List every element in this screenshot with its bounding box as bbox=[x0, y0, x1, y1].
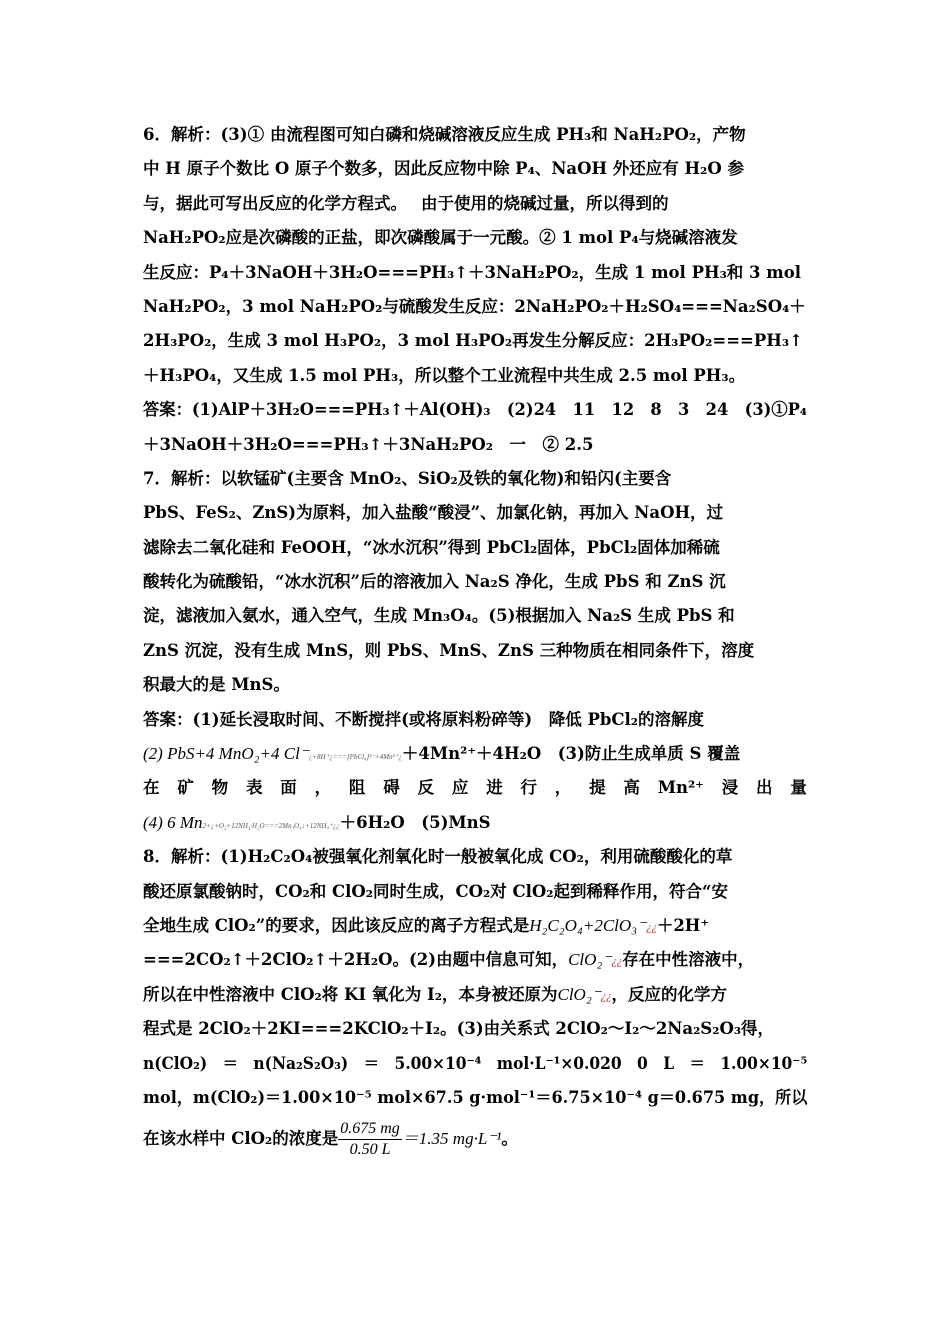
q7-line-7: 积最大的是 MnS。 bbox=[143, 675, 290, 695]
q7-line-3: 滤除去二氧化硅和 FeOOH，“冰水沉积”得到 PbCl₂固体，PbCl₂固体加稀硫 bbox=[143, 537, 720, 557]
q7-answer-line-4 bbox=[143, 806, 807, 840]
q6-line-8: ＋H₃PO₄，又生成 1.5 mol PH₃，所以整个工业流程中共生成 2.5 mol PH₃。 bbox=[143, 365, 746, 385]
document-page bbox=[143, 118, 807, 1163]
q7-line-2: PbS、FeS₂、ZnS)为原料，加入盐酸“酸浸”、加氯化钠，再加入 NaOH，过 bbox=[143, 503, 724, 523]
q7-a3-char: 浸 bbox=[721, 778, 739, 798]
q7-line-5: 淀，滤液加入氨水，通入空气，生成 Mn₃O₄。(5)根据加入 Na₂S 生成 PbS 和 bbox=[143, 606, 735, 626]
q8-line-8: mol，m(ClO₂)＝1.00×10⁻⁵ mol×67.5 g·mol⁻¹＝6.75×10⁻⁴ g＝0.675 mg，所以 bbox=[143, 1087, 808, 1107]
q6-line-6: NaH₂PO₂，3 mol NaH₂PO₂与硫酸发生反应：2NaH₂PO₂＋H₂SO₄===Na₂SO₄＋ bbox=[143, 296, 806, 316]
q6-line-7: 2H₃PO₂，生成 3 mol H₃PO₂，3 mol H₃PO₂再发生分解反应：2H₃PO₂===PH₃↑ bbox=[143, 331, 803, 351]
q8-line-3-text: 全地生成 ClO₂”的要求，因此该反应的离子方程式是 bbox=[143, 915, 530, 935]
q7-answer-line-2 bbox=[143, 737, 807, 771]
q8-line-2: 酸还原氯酸钠时，CO₂和 ClO₂同时生成，CO₂对 ClO₂起到稀释作用，符合“安 bbox=[143, 881, 728, 901]
q6-line-3: 与，据此可写出反应的化学方程式。 由于使用的烧碱过量，所以得到的 bbox=[143, 193, 669, 213]
q7-a3-char: ， bbox=[314, 778, 332, 798]
equation-pbs-mno2: (2) PbS+4 MnO₂+4 Cl⁻ bbox=[143, 744, 309, 764]
equation-chlorite-ion: ClO₂⁻ bbox=[557, 984, 601, 1004]
q7-a3-char: 矿 bbox=[177, 778, 194, 798]
q7-answer-4-rest: ＋6H₂O (5)MnS bbox=[339, 812, 491, 832]
q6-answer-line-2: ＋3NaOH＋3H₂O===PH₃↑＋3NaH₂PO₂ 一 ② 2.5 bbox=[143, 434, 594, 454]
q8-line-4-text: ===2CO₂↑＋2ClO₂↑＋2H₂O。(2)由题中信息可知， bbox=[143, 950, 569, 970]
q7-a3-char: 物 bbox=[211, 778, 229, 798]
q7-a3-char: 在 bbox=[143, 778, 160, 798]
q8-line-5 bbox=[143, 978, 807, 1012]
q7-line-4: 酸转化为硫酸铅，“冰水沉积”后的溶液加入 Na₂S 净化，生成 PbS 和 ZnS 沉 bbox=[143, 572, 726, 592]
q8-line-9-end: 。 bbox=[501, 1129, 518, 1149]
fraction-numerator: 0.675 mg bbox=[338, 1119, 402, 1140]
q7-a3-char: 表 bbox=[245, 778, 263, 798]
q6-line-2: 中 H 原子个数比 O 原子个数多，因此反应物中除 P₄、NaOH 外还应有 H₂O 参 bbox=[143, 159, 744, 179]
q6-line-1: 6．解析：(3)① 由流程图可知白磷和烧碱溶液反应生成 PH₃和 NaH₂PO₂，产物 bbox=[143, 125, 746, 144]
equation-mn-oxidation: (4) 6 Mn bbox=[143, 812, 203, 832]
q8-line-5-tail: ，反应的化学方 bbox=[611, 984, 727, 1004]
q7-a3-char: 面 bbox=[280, 778, 297, 798]
q7-a3-char: 阻 bbox=[348, 778, 366, 798]
q7-line-1: 7．解析：以软锰矿(主要含 MnO₂、SiO₂及铁的氧化物)和铅闪(主要含 bbox=[143, 468, 672, 488]
q6-line-4: NaH₂PO₂应是次磷酸的正盐，即次磷酸属于一元酸。② 1 mol P₄与烧碱溶液发 bbox=[143, 228, 738, 248]
q8-line-4 bbox=[143, 943, 807, 977]
q7-line-6: ZnS 沉淀，没有生成 MnS，则 PbS、MnS、ZnS 三种物质在相同条件下，溶度 bbox=[143, 640, 755, 660]
q6-line-5: 生反应：P₄＋3NaOH＋3H₂O===PH₃↑＋3NaH₂PO₂，生成 1 mol PH₃和 3 mol bbox=[143, 262, 801, 282]
q8-line-6: 程式是 2ClO₂＋2KI===2KClO₂＋I₂。(3)由关系式 2ClO₂～I₂～2Na₂S₂O₃得， bbox=[143, 1019, 775, 1039]
q8-line-3 bbox=[143, 909, 807, 943]
equation-overflow-fragment: ¿+8H⁺¿===[PbCl₄]²⁻+4Mn²⁺¿ bbox=[308, 753, 402, 762]
q7-answer-2-rest: ＋4Mn²⁺＋4H₂O (3)防止生成单质 S 覆盖 bbox=[401, 744, 741, 764]
q7-a3-char: 应 bbox=[451, 778, 469, 798]
concentration-fraction bbox=[338, 1119, 402, 1160]
q7-a3-char: 碍 bbox=[383, 778, 400, 798]
equation-overflow-fragment: 2+¿+O₂+12NH₃·H₂O===2Mn₃O₄↓+12NH₄⁺¿¿ bbox=[202, 821, 340, 830]
q8-line-9-text: 在该水样中 ClO₂的浓度是 bbox=[143, 1129, 339, 1149]
q7-answer-line-1: 答案：(1)延长浸取时间、不断搅拌(或将原料粉碎等) 降低 PbCl₂的溶解度 bbox=[143, 709, 705, 729]
q7-a3-char: 行 bbox=[520, 778, 537, 798]
fraction-denominator: 0.50 L bbox=[349, 1141, 391, 1159]
q8-line-4-tail: 存在中性溶液中， bbox=[622, 950, 755, 970]
q8-line-5-text: 所以在中性溶液中 ClO₂将 KI 氧化为 I₂，本身被还原为 bbox=[143, 984, 558, 1004]
q7-a3-char: 反 bbox=[417, 778, 434, 798]
q7-a3-char: 提 bbox=[589, 778, 606, 798]
q7-a3-char: 出 bbox=[756, 778, 773, 798]
q6-answer-line-1: 答案：(1)AlP＋3H₂O===PH₃↑＋Al(OH)₃ (2)24 11 12 8 3 24 (3)①P₄ bbox=[143, 400, 808, 420]
q8-line-7: n(ClO₂) ＝ n(Na₂S₂O₃) ＝ 5.00×10⁻⁴ mol·L⁻¹×0.020 0 L ＝ 1.00×10⁻⁵ bbox=[143, 1053, 808, 1073]
equation-overflow-fragment: ¿¿ bbox=[600, 991, 612, 1003]
equation-overflow-fragment: ¿¿ bbox=[611, 957, 623, 969]
concentration-result: ＝1.35 mg·L⁻¹ bbox=[401, 1129, 502, 1149]
equation-oxalic-chlorate: H₂C₂O₄+2ClO₃⁻ bbox=[529, 915, 647, 935]
q7-a3-char: 量 bbox=[790, 778, 807, 798]
q7-a3-char: 进 bbox=[486, 778, 503, 798]
q7-a3-char: Mn²⁺ bbox=[657, 778, 704, 798]
q7-a3-char: ， bbox=[554, 778, 572, 798]
equation-chlorite-ion: ClO₂⁻ bbox=[568, 950, 612, 970]
q7-answer-line-3 bbox=[143, 771, 807, 805]
equation-overflow-fragment: ¿¿ bbox=[646, 922, 657, 934]
q8-line-1: 8．解析：(1)H₂C₂O₄被强氧化剂氧化时一般被氧化成 CO₂，利用硫酸酸化的草 bbox=[143, 847, 733, 867]
q8-line-9 bbox=[143, 1115, 807, 1163]
q8-line-3-tail: ＋2H⁺ bbox=[656, 915, 710, 935]
q7-a3-char: 高 bbox=[623, 778, 640, 798]
